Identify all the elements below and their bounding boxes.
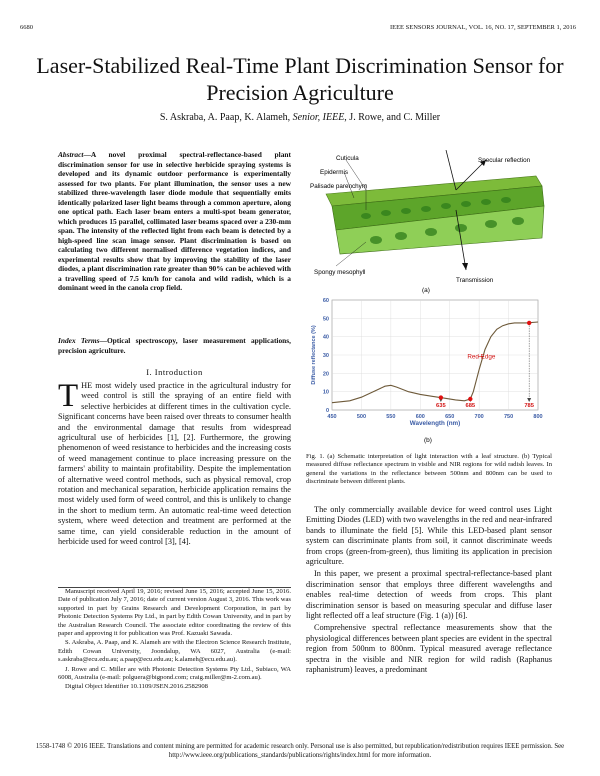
label-epidermis: Epidermis: [320, 169, 348, 176]
figure-1: [306, 150, 550, 450]
footnote: J. Rowe and C. Miller are with Photonic Detection Systems Pty Ltd., Subiaco, WA 6008, Australia (e-mail: polguera@bigpond.com; craig.miller@m-2.com.au).: [58, 665, 291, 682]
x-tick-label: 550: [386, 414, 396, 420]
paragraph: In this paper, we present a proximal spectral-reflectance-based plant discrimination sensor that employs three different wavelengths and enables real-time detection of weeds from crops. This plant discrimination sensor is based on measuring specular and diffuse laser light reflected off a leaf structure (Fig. 1 (a)) [6].: [306, 569, 552, 621]
label-specular: Specular reflection: [478, 157, 531, 164]
chart-y-ticks: [323, 298, 329, 414]
journal-header: IEEE SENSORS JOURNAL, VOL. 16, NO. 17, SEPTEMBER 1, 2016: [389, 24, 576, 31]
x-tick-label: 500: [356, 414, 367, 420]
page-number: 6680: [20, 24, 33, 31]
label-palisade: Palisade parenchym: [310, 183, 368, 190]
authors-before: S. Askraba, A. Paap, K. Alameh,: [159, 112, 293, 123]
abstract-label: Abstract: [58, 150, 84, 159]
wavelength-marker: [468, 397, 472, 401]
x-tick-label: 750: [503, 414, 514, 420]
y-tick-label: 30: [322, 353, 329, 359]
y-tick-label: 10: [322, 389, 329, 396]
paragraph: Comprehensive spectral reflectance measurements show that the physiological differences between plant species are evident in the spectral region from 500nm to 800nm. Typical measured average reflectance spectra in the visible and NIR region for wild radish (Raphanus raphanistrum) leaves, a predominant: [306, 623, 552, 675]
y-tick-label: 60: [322, 298, 329, 304]
wavelength-label: 635: [436, 403, 446, 409]
drop-cap: T: [58, 378, 79, 414]
right-column-text: [306, 505, 552, 678]
x-tick-label: 650: [445, 414, 455, 420]
x-tick-label: 800: [533, 414, 543, 420]
red-edge-label: Red Edge: [467, 353, 496, 361]
y-tick-label: 50: [322, 316, 329, 323]
section-heading: I. Introduction: [146, 367, 203, 377]
paper-title: Laser-Stabilized Real-Time Plant Discrimination Sensor for Precision Agriculture: [36, 53, 564, 105]
footnote: Digital Object Identifier 10.1109/JSEN.2016.2582908: [65, 683, 208, 691]
x-tick-label: 700: [474, 414, 484, 420]
panel-a-label: (a): [422, 287, 430, 294]
wavelength-label: 785: [524, 403, 535, 409]
footnote: S. Askraba, A. Paap, and K. Alameh are with the Electron Science Research Institute, Edith Cowan University, Joondalup, WA 6027, Australia (e-mail: s.askraba@ecu.edu.au; a.paap@ecu.edu.au; k.alameh@ecu.edu.au).: [58, 639, 291, 664]
label-spongy: Spongy mesophyll: [314, 269, 366, 276]
wavelength-label: 685: [465, 403, 476, 409]
intro-paragraph: [58, 378, 291, 548]
abstract: Abstract—A novel proximal spectral-reflectance-based plant discrimination sensor for use in selective herbicide spraying systems is developed and its dynamic outdoor performance is experimentally assessed for two plants. For plant illumination, the sensor uses a new stabilized three-wavelength laser diode module that sequentially emits identically polarized laser light beams through a common aperture, along one optical path. Each laser beam enters a multi-spot beam generator, which produces 15 parallel, collimated laser beams spaced over a 230-mm span. The intensity of the reflected light from each beam is detected by a high-speed line scan image sensor. Plant discrimination is based on calculating two different normalised difference vegetation indices, and experimental results show that by improving the stability of the laser diodes, a plant discrimination rate greater than 90% can be achieved with a travelling speed of 7.5 km/h for canola and wild radish, which is a dominant weed in the canola crop field.: [58, 150, 291, 292]
y-tick-label: 20: [322, 371, 329, 378]
y-tick-label: 0: [325, 408, 329, 414]
panel-b-label: (b): [424, 437, 432, 444]
figure-caption: Fig. 1. (a) Schematic interpretation of light interaction with a leaf structure. (b) Typical measured diffuse reflectance spectrum in visible and NIR regions for wild radish leaves. In general the variations in the reflectance between 500nm and 800nm can be used to discriminate between different plants.: [306, 453, 552, 486]
footnotes: [58, 588, 291, 693]
copyright-notice: 1558-1748 © 2016 IEEE. Translations and content mining are permitted for academic research only. Personal use is also permitted, but republication/redistribution requires IEEE permission. See http://www.ieee.org/publications_standards/publications/rights/index.html for more information.: [35, 743, 565, 759]
x-axis-label: Wavelength (nm): [409, 420, 461, 427]
x-tick-label: 450: [327, 414, 337, 420]
leaf-schematic: [326, 150, 544, 270]
paragraph: The only commercially available device for weed control uses Light Emitting Diodes (LED) with two wavelengths in the red and near-infrared bands to illuminate the field [5]. While this LED-based plant sensor system can discriminate plants from soil, it cannot discriminate weeds from crops (green-from-green), thus limiting its application in precision agriculture.: [306, 505, 552, 567]
index-terms-label: Index Terms: [58, 336, 100, 345]
index-terms-body: Optical spectroscopy, laser measurement applications, precision agriculture.: [58, 336, 292, 355]
wavelength-marker: [439, 395, 443, 399]
footnote: Manuscript received April 19, 2016; revised June 15, 2016; accepted June 15, 2016. Date of publication July 7, 2016; date of current version August 3, 2016. This work was supported in part by Grains Research and Development Corporation, in part by Photonic Detection Systems Pty Ltd., in part by Edith Cowan University, and in part by the Australian Research Council. The associate editor coordinating the review of this paper and approving it for publication was Prof. Kazuaki Sawada.: [58, 588, 291, 638]
index-terms: Index Terms—Optical spectroscopy, laser measurement applications, precision agriculture.: [58, 336, 292, 355]
x-tick-label: 600: [415, 414, 425, 420]
authors-title: Senior, IEEE: [292, 112, 345, 123]
author-list: [30, 112, 570, 123]
authors-after: , J. Rowe, and C. Miller: [344, 112, 441, 123]
intro-body: HE most widely used practice in the agricultural industry for weed control is still the spraying of an entire field with selective herbicides at different times in the cultivation cycle. Significant concerns have been raised over threats to consumer health and the environmental damage that results from widespread agricultural use of herbicides [1], [2]. Furthermore, the growing phenomenon of weed resistance to herbicides and the increasing costs of weed management continue to place increasing pressure on the farmers' ability to maintain profitability. Despite the implementation of alternative weed control methods, such as physical removal, crop rotation and mechanical separation, herbicide application remains the most widely used form of weed control, and this is unlikely to change in the short to medium term. An automatic real-time weed detection system, where weed detection and treatment are performed at the same time, can yield considerable reduction in the amount of herbicide used for weed control [3], [4].: [58, 381, 291, 547]
y-axis-label: Diffuse reflectance (%): [311, 325, 317, 385]
abstract-body: A novel proximal spectral-reflectance-based plant discrimination sensor for use in selective herbicide spraying systems is developed and its dynamic outdoor performance is experimentally assessed for two plants. For plant illumination, the sensor uses a new stabilized three-wavelength laser diode module that sequentially emits identically polarized laser light beams through a common aperture, along one optical path. Each laser beam enters a multi-spot beam generator, which produces 15 parallel, collimated laser beams spaced over a 230-mm span. The intensity of the reflected light from each beam is detected by a high-speed line scan image sensor. Plant discrimination is based on calculating two different normalised difference vegetation indices, and experimental results show that by improving the stability of the laser diodes, a plant discrimination rate greater than 90% can be achieved with a travelling speed of 7.5 km/h for canola and wild radish, which is a dominant weed in the canola crop field.: [58, 150, 291, 292]
label-cuticula: Cuticula: [336, 155, 359, 162]
wavelength-marker: [527, 321, 531, 325]
y-tick-label: 40: [322, 334, 329, 341]
label-transmission: Transmission: [456, 277, 494, 284]
